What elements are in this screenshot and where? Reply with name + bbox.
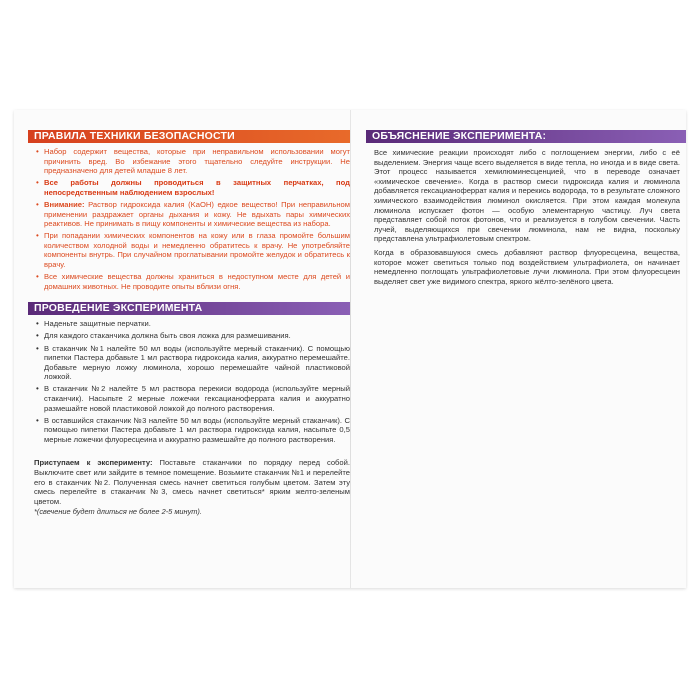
explanation-paragraph: Все химические реакции происходят либо с поглощением энергии, либо с её выделением. Энергия чаще всего выделяется в виде тепла, но иногда и в виде света. Этот процесс называется хемилюминесценцией, что в переводе означает «химическое свечение». Когда в раствор смеси гидроксида калия и люминола добавляется гексацианоферрат калия и перекись водорода, то в результате сложного химического взаимодействия люминол окисляется. При этом каждая молекула люминола испускает фотон — особую элементарную частицу. Луч света представляет собой поток фотонов, что и реализуется в голубом свечении. Часть лучей, выделяющихся при свечении люминола, нам не видна, поскольку представлена ультрафиолетовым спектром. [374, 148, 680, 244]
experiment-step: • Для каждого стаканчика должна быть своя ложка для размешивания. [38, 331, 350, 341]
page-fold [350, 110, 351, 588]
safety-item: • При попадании химических компонентов на кожу или в глаза промойте большим количеством холодной воды и немедленно обратитесь к врачу. Не употребляйте компоненты внутрь. При случайном проглатывании промойте желудок и обратитесь к врачу. [38, 231, 350, 269]
safety-list [28, 147, 350, 291]
safety-item: • Все работы должны проводиться в защитных перчатках, под непосредственным наблюдением взрослых! [38, 178, 350, 197]
explanation-paragraph: Когда в образовавшуюся смесь добавляют раствор флуоресцеина, вещества, которое может светиться только под воздействием ультрафиолета, он начинает немедленно поглощать ультрафиолетовые лучи люминола. При этом флуоресцеин выделяет свет уже видимого спектра, яркого жёлто-зелёного цвета. [374, 247, 680, 286]
experiment-step: • В оставшийся стаканчик №3 налейте 50 мл воды (используйте мерный стаканчик). С помощью пипетки Пастера добавьте 1 мл раствора гидроксида калия, насыпьте 0,5 мерные ложечки флуоресцеина и аккуратно размешайте до полного растворения. [38, 416, 350, 445]
explanation-heading: ОБЪЯСНЕНИЕ ЭКСПЕРИМЕНТА: [366, 130, 686, 143]
experiment-heading: ПРОВЕДЕНИЕ ЭКСПЕРИМЕНТА [28, 302, 350, 315]
safety-item: • Внимание: Раствор гидроксида калия (KaOH) едкое вещество! При неправильном применении раздражает органы дыхания и кожу. Не вдыхать пары химических реактивов. Не принимать в пищу компоненты и химические вещества из набора. [38, 200, 350, 229]
experiment-step: • Наденьте защитные перчатки. [38, 319, 350, 329]
right-column [366, 130, 686, 286]
left-column [28, 130, 350, 517]
start-paragraph: Приступаем к эксперименту: Поставьте стаканчики по порядку перед собой. Выключите свет или зайдите в темное помещение. Возьмите стаканчик №1 и перелейте его в стаканчик №2. Полученная смесь начнет светиться голубым цветом. Затем эту смесь перелейте в стаканчик №3, смесь начнет светиться* ярким желто-зеленым цветом. [34, 458, 350, 506]
experiment-steps [28, 319, 350, 444]
safety-item: • Набор содержит вещества, которые при неправильном использовании могут причинить вред. Во избежание этого тщательно следуйте инструкции. Не предназначено для детей младше 8 лет. [38, 147, 350, 176]
duration-note: *(свечение будет длиться не более 2-5 минут). [34, 507, 202, 517]
experiment-step: • В стаканчик №1 налейте 50 мл воды (используйте мерный стаканчик). С помощью пипетки Пастера добавьте 1 мл раствора гидроксида калия, аккуратно перемешайте. Добавьте мерную ложку люминола, хорошо перемешайте чайной пластиковой ложкой. [38, 344, 350, 382]
explanation-body [366, 143, 686, 286]
experiment-step: • В стаканчик №2 налейте 5 мл раствора перекиси водорода (используйте мерный стаканчик). Насыпьте 2 мерные ложечки гексацианоферрата калия и аккуратно размешайте новой пластиковой ложкой до полного растворения. [38, 384, 350, 413]
safety-item: • Все химические вещества должны храниться в недоступном месте для детей и домашних животных. Не проводите опыты вблизи огня. [38, 272, 350, 291]
start-section [28, 458, 350, 517]
safety-heading: ПРАВИЛА ТЕХНИКИ БЕЗОПАСНОСТИ [28, 130, 350, 143]
